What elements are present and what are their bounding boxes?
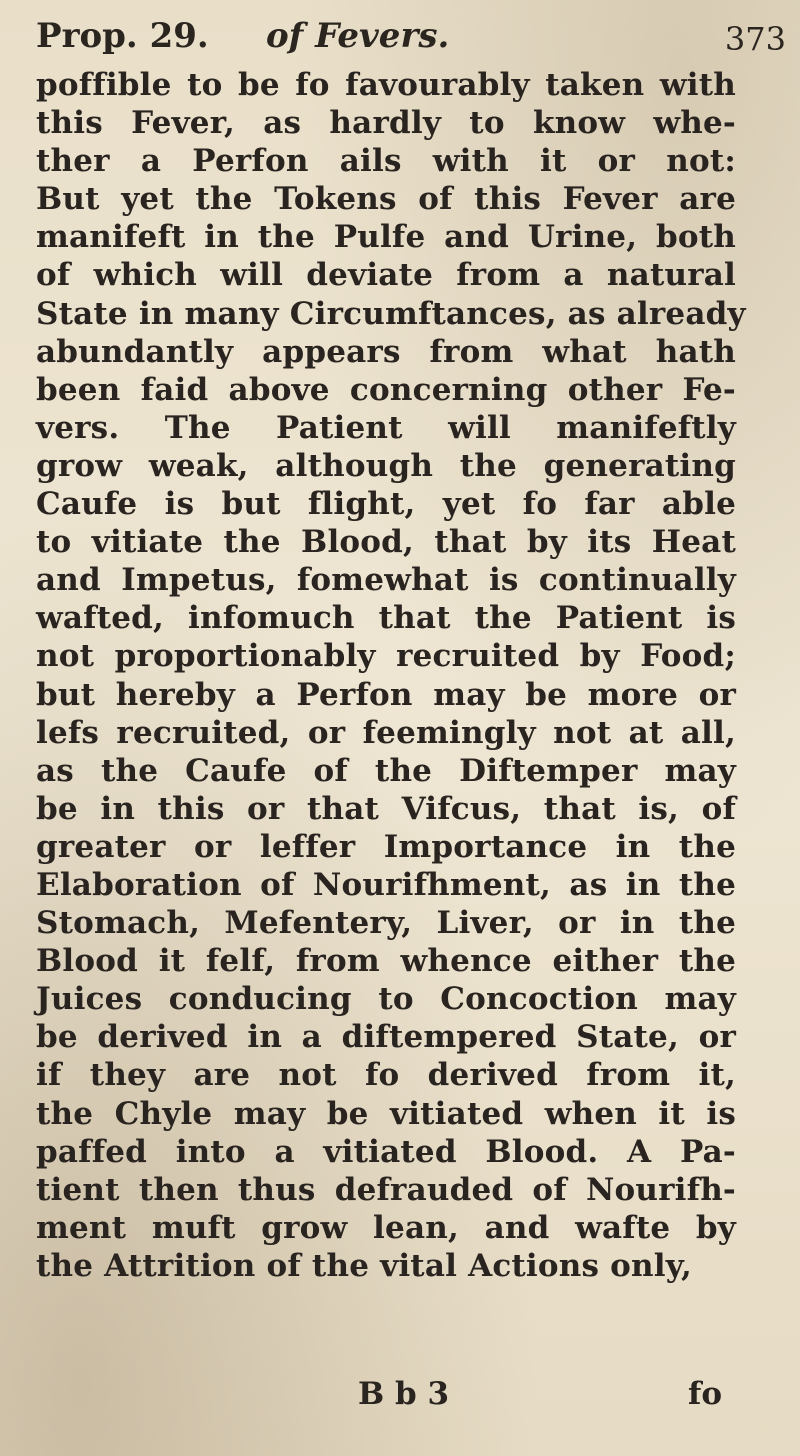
- text-line: as the Caufe of the Diftemper may: [36, 752, 736, 789]
- text-line: tient then thus defrauded of Nourifh-: [36, 1171, 736, 1208]
- signature-mark: B b 3: [358, 1376, 450, 1412]
- text-line: the Chyle may be vitiated when it is: [36, 1095, 736, 1132]
- text-line: ment muft grow lean, and wafte by: [36, 1209, 736, 1246]
- text-line: Juices conducing to Concoction may: [36, 981, 736, 1018]
- text-line: been faid above concerning other Fe-: [36, 371, 736, 408]
- text-line: But yet the Tokens of this Fever are: [36, 181, 736, 218]
- text-line: the Attrition of the vital Actions only,: [36, 1247, 692, 1284]
- text-line: and Impetus, fomewhat is continually: [36, 562, 736, 599]
- text-line: vers. The Patient will manifeftly: [36, 409, 736, 446]
- text-line: not proportionably recruited by Food;: [36, 638, 736, 675]
- text-line: poffible to be fo favourably taken with: [36, 67, 736, 103]
- running-title: of Fevers.: [266, 16, 450, 56]
- text-line: Elaboration of Nourifhment, as in the: [36, 866, 736, 903]
- text-line: Stomach, Mefentery, Liver, or in the: [36, 905, 736, 942]
- text-line: be in this or that Vifcus, that is, of: [36, 790, 736, 827]
- text-line: Blood it felf, from whence either the: [36, 943, 736, 980]
- text-line: be derived in a diftempered State, or: [36, 1019, 736, 1056]
- page-number: 373: [724, 20, 786, 58]
- text-line: lefs recruited, or feemingly not at all,: [36, 714, 736, 751]
- page-footer: [0, 1376, 800, 1416]
- text-line: wafted, infomuch that the Patient is: [36, 600, 736, 637]
- running-header: [36, 6, 786, 64]
- text-line: abundantly appears from what hath: [36, 333, 736, 370]
- text-line: Caufe is but flight, yet fo far able: [36, 486, 736, 523]
- text-line: manifeft in the Pulfe and Urine, both: [36, 219, 736, 256]
- text-line: but hereby a Perfon may be more or: [36, 676, 736, 713]
- text-line: of which will deviate from a natural: [36, 257, 736, 294]
- text-line: if they are not fo derived from it,: [36, 1057, 736, 1094]
- text-line: ther a Perfon ails with it or not:: [36, 143, 736, 180]
- text-line: State in many Circumftances, as already: [36, 295, 746, 332]
- text-line: to vitiate the Blood, that by its Heat: [36, 524, 736, 561]
- proposition-number: Prop. 29.: [36, 16, 209, 56]
- catchword: fo: [688, 1376, 723, 1412]
- text-line: paffed into a vitiated Blood. A Pa-: [36, 1133, 736, 1170]
- body-text: [36, 66, 746, 1285]
- text-line: grow weak, although the generating: [36, 447, 736, 484]
- text-line: greater or leffer Importance in the: [36, 828, 736, 865]
- text-line: this Fever, as hardly to know whe-: [36, 105, 736, 142]
